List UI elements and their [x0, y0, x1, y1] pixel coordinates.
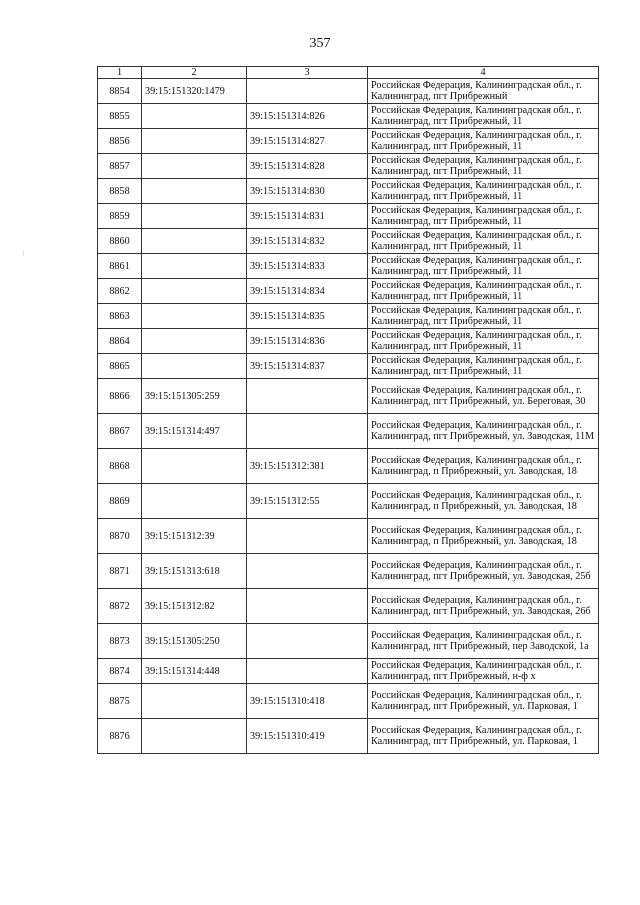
table-row: [98, 449, 599, 484]
address-cell: Российская Федерация, Калининградская обл., г. Калининград, пгт Прибрежный, 11: [368, 229, 599, 254]
table-row: [98, 354, 599, 379]
column-header-3: 3: [247, 67, 368, 79]
table-row: [98, 304, 599, 329]
margin-scan-mark: ⁝: [22, 249, 25, 258]
row-number-cell: 8866: [98, 379, 142, 414]
parcel-number-cell: [142, 684, 247, 719]
parcel-number-cell: [142, 354, 247, 379]
parcel-number-cell: [142, 229, 247, 254]
building-number-cell: [247, 589, 368, 624]
row-number-cell: 8874: [98, 659, 142, 684]
parcel-number-cell: 39:15:151312:39: [142, 519, 247, 554]
address-cell: Российская Федерация, Калининградская обл., г. Калининград, пгт Прибрежный, 11: [368, 279, 599, 304]
row-number-cell: 8870: [98, 519, 142, 554]
table-row: [98, 129, 599, 154]
table-row: [98, 554, 599, 589]
row-number-cell: 8868: [98, 449, 142, 484]
row-number-cell: 8871: [98, 554, 142, 589]
parcel-number-cell: 39:15:151312:82: [142, 589, 247, 624]
row-number-cell: 8872: [98, 589, 142, 624]
row-number-cell: 8863: [98, 304, 142, 329]
parcel-number-cell: [142, 279, 247, 304]
building-number-cell: 39:15:151314:830: [247, 179, 368, 204]
building-number-cell: 39:15:151310:418: [247, 684, 368, 719]
row-number-cell: 8860: [98, 229, 142, 254]
address-cell: Российская Федерация, Калининградская обл., г. Калининград, пгт Прибрежный: [368, 79, 599, 104]
address-cell: Российская Федерация, Калининградская обл., г. Калининград, пгт Прибрежный, 11: [368, 354, 599, 379]
table-row: [98, 329, 599, 354]
table-row: [98, 179, 599, 204]
row-number-cell: 8858: [98, 179, 142, 204]
parcel-number-cell: 39:15:151313:618: [142, 554, 247, 589]
parcel-number-cell: [142, 254, 247, 279]
parcel-number-cell: 39:15:151305:250: [142, 624, 247, 659]
table-row: [98, 229, 599, 254]
parcel-number-cell: 39:15:151314:497: [142, 414, 247, 449]
row-number-cell: 8873: [98, 624, 142, 659]
row-number-cell: 8875: [98, 684, 142, 719]
parcel-number-cell: 39:15:151305:259: [142, 379, 247, 414]
address-cell: Российская Федерация, Калининградская обл., г. Калининград, п Прибрежный, ул. Заводская, 18: [368, 449, 599, 484]
row-number-cell: 8855: [98, 104, 142, 129]
address-cell: Российская Федерация, Калининградская обл., г. Калининград, пгт Прибрежный, ул. Заводская, 11М: [368, 414, 599, 449]
table-row: [98, 684, 599, 719]
parcel-number-cell: [142, 179, 247, 204]
building-number-cell: 39:15:151314:836: [247, 329, 368, 354]
address-cell: Российская Федерация, Калининградская обл., г. Калининград, пгт Прибрежный, 11: [368, 329, 599, 354]
address-cell: Российская Федерация, Калининградская обл., г. Калининград, п Прибрежный, ул. Заводская, 18: [368, 519, 599, 554]
table-row: [98, 154, 599, 179]
parcel-number-cell: 39:15:151320:1479: [142, 79, 247, 104]
row-number-cell: 8864: [98, 329, 142, 354]
table-row: [98, 484, 599, 519]
row-number-cell: 8867: [98, 414, 142, 449]
building-number-cell: 39:15:151314:834: [247, 279, 368, 304]
parcel-number-cell: [142, 104, 247, 129]
header-row: [98, 67, 599, 79]
registry-table: [97, 66, 599, 754]
address-cell: Российская Федерация, Калининградская обл., г. Калининград, пгт Прибрежный, 11: [368, 104, 599, 129]
address-cell: Российская Федерация, Калининградская обл., г. Калининград, п Прибрежный, ул. Заводская, 18: [368, 484, 599, 519]
row-number-cell: 8865: [98, 354, 142, 379]
address-cell: Российская Федерация, Калининградская обл., г. Калининград, пгт Прибрежный, ул. Парковая, 1: [368, 719, 599, 754]
building-number-cell: 39:15:151312:55: [247, 484, 368, 519]
address-cell: Российская Федерация, Калининградская обл., г. Калининград, пгт Прибрежный, 11: [368, 304, 599, 329]
building-number-cell: 39:15:151314:837: [247, 354, 368, 379]
parcel-number-cell: [142, 154, 247, 179]
table-row: [98, 79, 599, 104]
address-cell: Российская Федерация, Калининградская обл., г. Калининград, пгт Прибрежный, н-ф х: [368, 659, 599, 684]
address-cell: Российская Федерация, Калининградская обл., г. Калининград, пгт Прибрежный, 11: [368, 129, 599, 154]
building-number-cell: 39:15:151314:832: [247, 229, 368, 254]
building-number-cell: 39:15:151314:833: [247, 254, 368, 279]
row-number-cell: 8854: [98, 79, 142, 104]
parcel-number-cell: [142, 484, 247, 519]
row-number-cell: 8869: [98, 484, 142, 519]
column-header-1: 1: [98, 67, 142, 79]
parcel-number-cell: [142, 204, 247, 229]
building-number-cell: 39:15:151310:419: [247, 719, 368, 754]
column-header-2: 2: [142, 67, 247, 79]
parcel-number-cell: [142, 304, 247, 329]
table-row: [98, 414, 599, 449]
building-number-cell: 39:15:151314:827: [247, 129, 368, 154]
table-row: [98, 719, 599, 754]
building-number-cell: 39:15:151314:826: [247, 104, 368, 129]
building-number-cell: 39:15:151312:381: [247, 449, 368, 484]
table-row: [98, 589, 599, 624]
address-cell: Российская Федерация, Калининградская обл., г. Калининград, пгт Прибрежный, 11: [368, 254, 599, 279]
building-number-cell: [247, 554, 368, 589]
building-number-cell: [247, 379, 368, 414]
address-cell: Российская Федерация, Калининградская обл., г. Калининград, пгт Прибрежный, 11: [368, 154, 599, 179]
building-number-cell: [247, 659, 368, 684]
column-header-4: 4: [368, 67, 599, 79]
table-row: [98, 659, 599, 684]
row-number-cell: 8859: [98, 204, 142, 229]
building-number-cell: [247, 79, 368, 104]
address-cell: Российская Федерация, Калининградская обл., г. Калининград, пгт Прибрежный, ул. Парковая, 1: [368, 684, 599, 719]
address-cell: Российская Федерация, Калининградская обл., г. Калининград, пгт Прибрежный, пер Заводской, 1а: [368, 624, 599, 659]
building-number-cell: 39:15:151314:828: [247, 154, 368, 179]
row-number-cell: 8861: [98, 254, 142, 279]
table-row: [98, 204, 599, 229]
parcel-number-cell: [142, 449, 247, 484]
building-number-cell: [247, 414, 368, 449]
table-row: [98, 279, 599, 304]
address-cell: Российская Федерация, Калининградская обл., г. Калининград, пгт Прибрежный, ул. Заводская, 26б: [368, 589, 599, 624]
table-row: [98, 519, 599, 554]
address-cell: Российская Федерация, Калининградская обл., г. Калининград, пгт Прибрежный, 11: [368, 204, 599, 229]
table-row: [98, 624, 599, 659]
row-number-cell: 8862: [98, 279, 142, 304]
registry-body: [98, 79, 599, 754]
row-number-cell: 8856: [98, 129, 142, 154]
row-number-cell: 8857: [98, 154, 142, 179]
row-number-cell: 8876: [98, 719, 142, 754]
table-row: [98, 254, 599, 279]
address-cell: Российская Федерация, Калининградская обл., г. Калининград, пгт Прибрежный, ул. Береговая, 30: [368, 379, 599, 414]
table-row: [98, 104, 599, 129]
building-number-cell: [247, 624, 368, 659]
page-number: 357: [309, 36, 331, 51]
parcel-number-cell: [142, 719, 247, 754]
address-cell: Российская Федерация, Калининградская обл., г. Калининград, пгт Прибрежный, 11: [368, 179, 599, 204]
table-row: [98, 379, 599, 414]
address-cell: Российская Федерация, Калининградская обл., г. Калининград, пгт Прибрежный, ул. Заводская, 25б: [368, 554, 599, 589]
building-number-cell: 39:15:151314:831: [247, 204, 368, 229]
parcel-number-cell: [142, 329, 247, 354]
parcel-number-cell: [142, 129, 247, 154]
building-number-cell: [247, 519, 368, 554]
building-number-cell: 39:15:151314:835: [247, 304, 368, 329]
parcel-number-cell: 39:15:151314:448: [142, 659, 247, 684]
